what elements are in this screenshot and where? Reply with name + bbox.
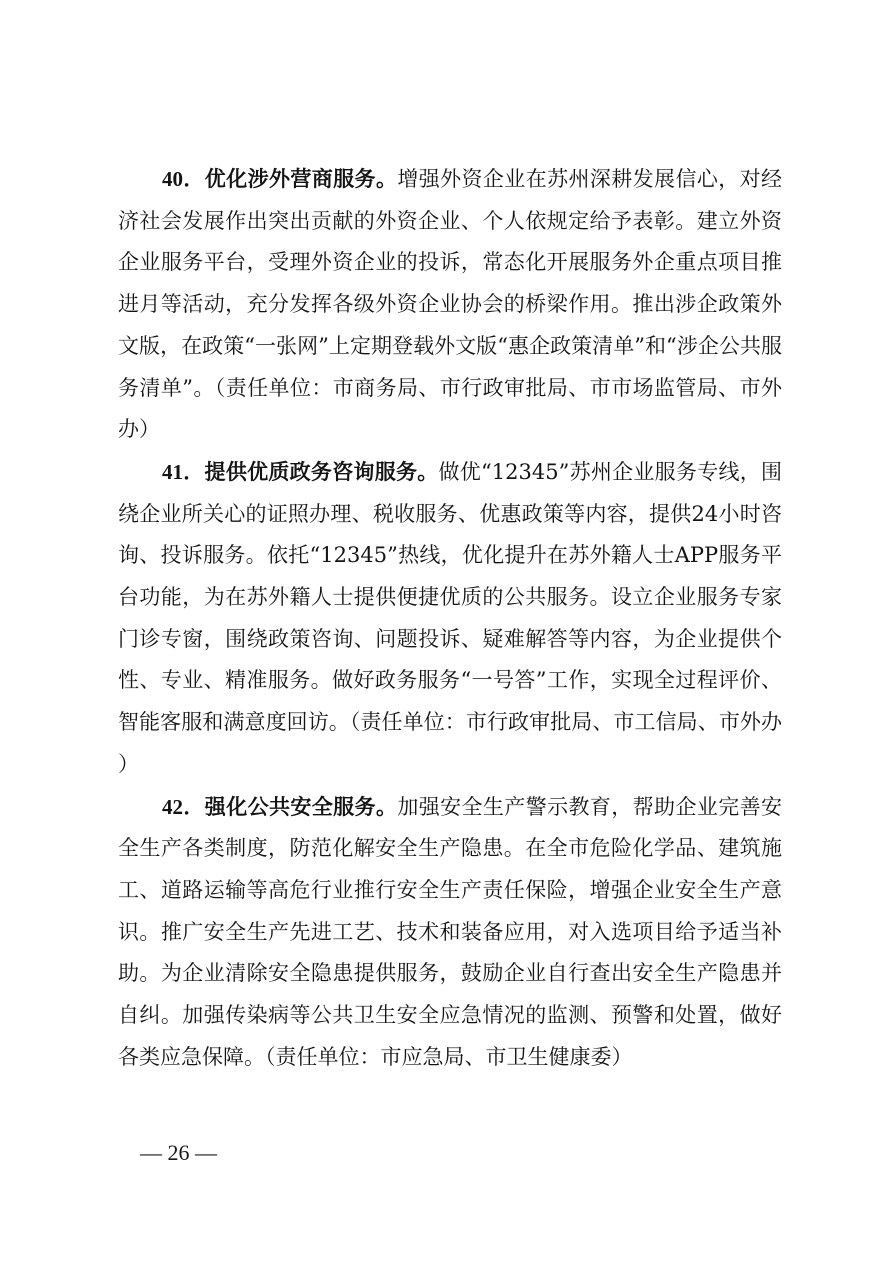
item-heading: 提供优质政务咨询服务。 [204, 458, 439, 484]
paragraph-42 [118, 786, 782, 1079]
item-body: 增强外资企业在苏州深耕发展信心，对经济社会发展作出突出贡献的外资企业、个人依规定给予表彰。建立外资企业服务平台，受理外资企业的投诉，常态化开展服务外企重点项目推进月等活动，充分发挥各级外资企业协会的桥梁作用。推出涉企政策外文版，在政策“一张网”上定期登载外文版“惠企政策清单”和“涉企公共服务清单”。（责任单位：市商务局、市行政审批局、市市场监管局、市外办） [118, 167, 783, 442]
paragraph-40 [118, 158, 782, 451]
paragraph-41 [118, 451, 782, 786]
item-heading: 优化涉外营商服务。 [204, 166, 398, 191]
item-number: 41． [162, 459, 205, 484]
item-body: 加强安全生产警示教育，帮助企业完善安全生产各类制度，防范化解安全生产隐患。在全市危险化学品、建筑施工、道路运输等高危行业推行安全生产责任保险，增强企业安全生产意识。推广安全生产先进工艺、技术和装备应用，对入选项目给予适当补助。为企业清除安全隐患提供服务，鼓励企业自行查出安全生产隐患并自纠。加强传染病等公共卫生安全应急情况的监测、预警和处置，做好各类应急保障。（责任单位：市应急局、市卫生健康委） [118, 794, 783, 1069]
item-number: 42． [162, 794, 205, 819]
item-heading: 强化公共安全服务。 [204, 793, 398, 819]
document-body [118, 158, 782, 1078]
item-body: 做优“12345”苏州企业服务专线，围绕企业所关心的证照办理、税收服务、优惠政策等内容，提供24小时咨询、投诉服务。依托“12345”热线，优化提升在苏外籍人士APP服务平台功能，为在苏外籍人士提供便捷优质的公共服务。设立企业服务专家门诊专窗，围绕政策咨询、问题投诉、疑难解答等内容，为企业提供个性、专业、精准服务。做好政务服务“一号答”工作，实现全过程评价、智能客服和满意度回访。（责任单位：市行政审批局、市工信局、市外办） [118, 459, 783, 776]
page-number: — 26 — [140, 1140, 217, 1165]
item-number: 40． [162, 167, 205, 191]
